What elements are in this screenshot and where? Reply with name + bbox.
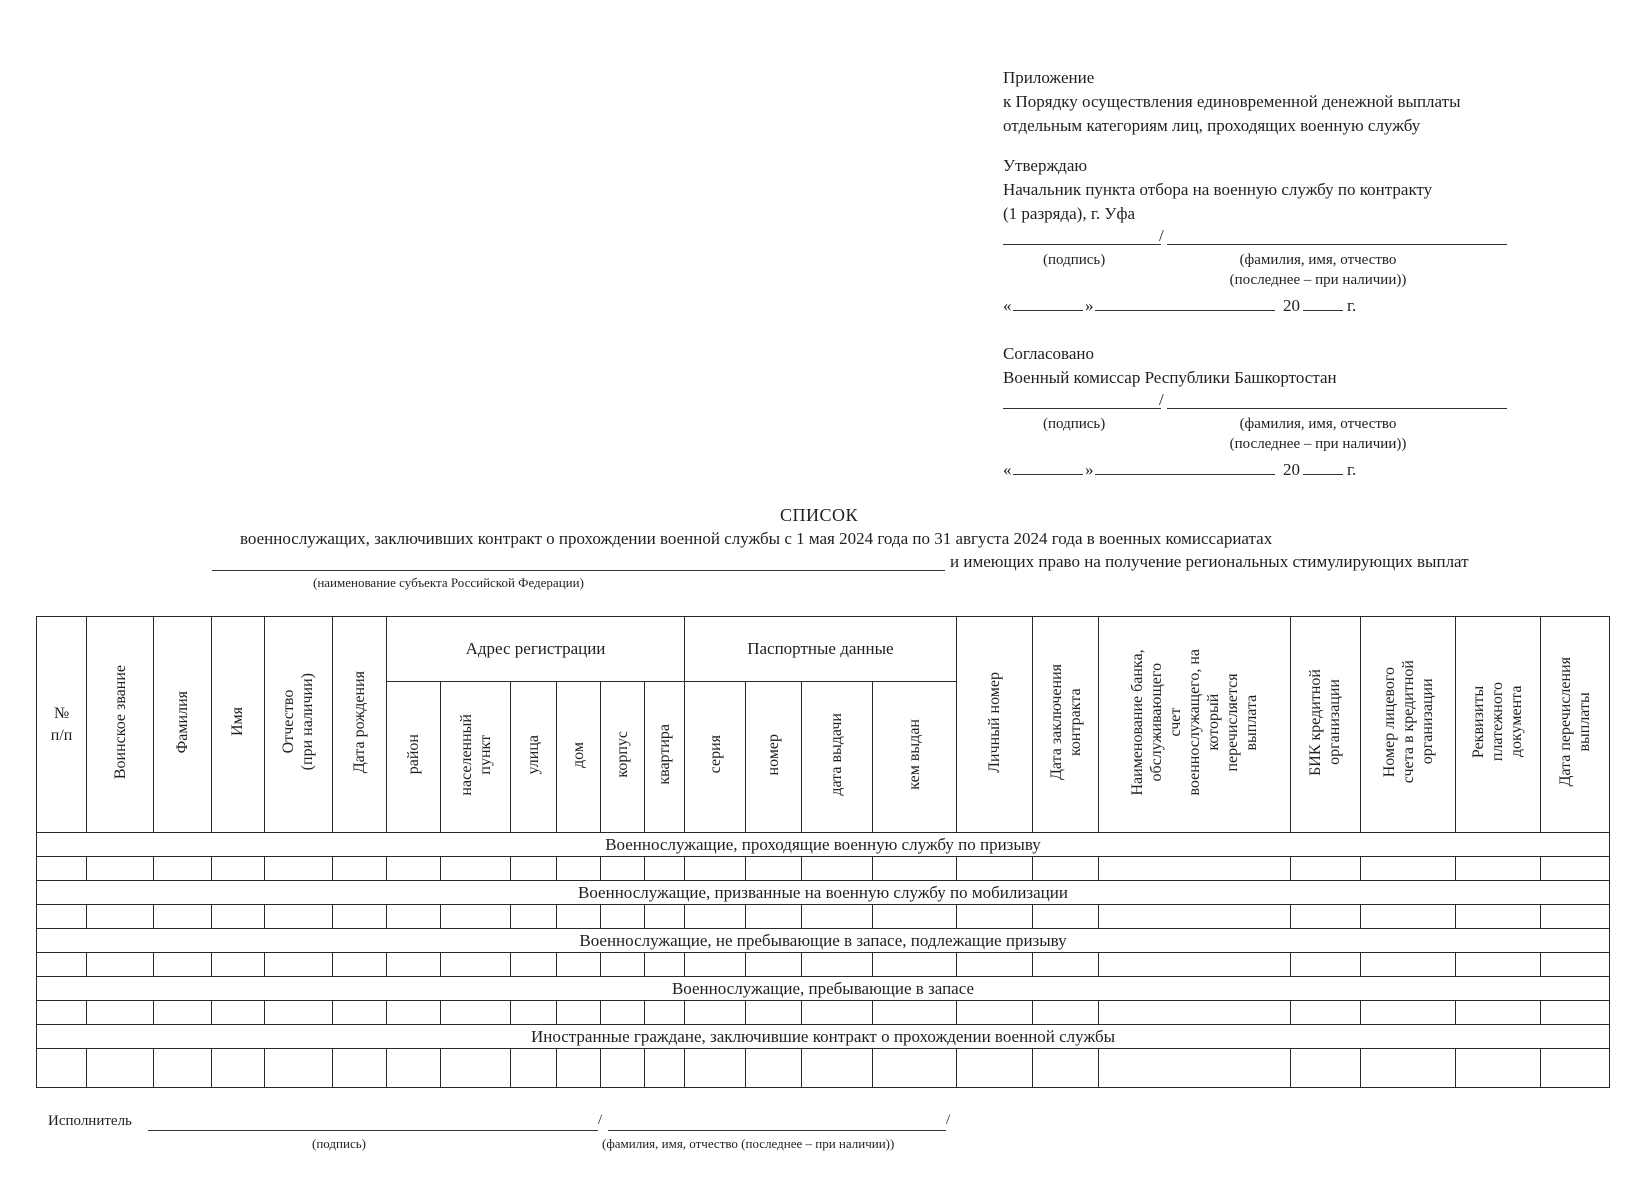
table-header-row-1 bbox=[37, 617, 1610, 682]
agreed-year-prefix: 20 bbox=[1283, 460, 1300, 479]
col-rank bbox=[87, 617, 154, 833]
table-cell[interactable] bbox=[264, 857, 332, 881]
table-cell[interactable] bbox=[511, 1049, 556, 1088]
table-cell[interactable] bbox=[956, 953, 1032, 977]
agreed-day-line bbox=[1013, 456, 1083, 475]
section-label: Военнослужащие, пребывающие в запасе bbox=[37, 977, 1610, 1001]
table-cell[interactable] bbox=[211, 1001, 264, 1025]
agreed-fio-caption-1: (фамилия, имя, отчество bbox=[1239, 416, 1397, 432]
agreed-line-1: Военный комиссар Республики Башкортостан bbox=[1003, 368, 1337, 387]
agreed-slash: / bbox=[1159, 390, 1164, 409]
section-row bbox=[37, 833, 1610, 857]
table-cell[interactable] bbox=[511, 953, 556, 977]
table-cell[interactable] bbox=[684, 905, 745, 929]
col-flat bbox=[644, 682, 684, 833]
section-label: Военнослужащие, проходящие военную службу по призыву bbox=[37, 833, 1610, 857]
approve-fio-caption bbox=[1203, 250, 1433, 290]
col-building bbox=[600, 682, 644, 833]
subtitle-tail: и имеющих право на получение региональных стимулирующих выплат bbox=[950, 552, 1469, 571]
approve-signature-row bbox=[1003, 226, 1563, 250]
col-birth-date-label: Дата рождения bbox=[350, 670, 368, 774]
agreed-fio-line bbox=[1167, 408, 1507, 409]
col-payment-date bbox=[1540, 617, 1609, 833]
table-cell[interactable] bbox=[644, 857, 684, 881]
table-cell[interactable] bbox=[802, 1049, 872, 1088]
agreed-year-suffix: г. bbox=[1347, 460, 1357, 479]
table-cell[interactable] bbox=[1033, 1049, 1099, 1088]
table-cell[interactable] bbox=[1361, 1049, 1456, 1088]
agreed-signature-row bbox=[1003, 390, 1563, 414]
approve-date-open: « bbox=[1003, 296, 1012, 315]
executor-fio-line bbox=[608, 1130, 946, 1131]
agreed-heading: Согласовано bbox=[1003, 344, 1094, 363]
col-number-1: № bbox=[53, 704, 70, 722]
table-cell[interactable] bbox=[956, 1049, 1032, 1088]
col-flat-label: квартира bbox=[655, 724, 673, 785]
table-cell[interactable] bbox=[332, 1049, 386, 1088]
table-cell[interactable] bbox=[37, 1001, 87, 1025]
table-cell[interactable] bbox=[644, 905, 684, 929]
agreed-date-row bbox=[1003, 458, 1563, 484]
approve-year-line bbox=[1303, 292, 1343, 311]
table-cell[interactable] bbox=[746, 953, 802, 977]
col-personal-number bbox=[956, 617, 1032, 833]
approve-month-line bbox=[1095, 292, 1275, 311]
section-label: Военнослужащие, призванные на военную службу по мобилизации bbox=[37, 881, 1610, 905]
table-cell[interactable] bbox=[1456, 1001, 1540, 1025]
col-surname-label: Фамилия bbox=[173, 690, 191, 754]
table-cell[interactable] bbox=[1456, 905, 1540, 929]
table-cell[interactable] bbox=[556, 1001, 600, 1025]
table-cell[interactable] bbox=[154, 857, 211, 881]
table-cell[interactable] bbox=[387, 857, 441, 881]
agreed-fio-caption bbox=[1203, 414, 1433, 454]
table-cell[interactable] bbox=[644, 1001, 684, 1025]
appendix-line-1: к Порядку осуществления единовременной денежной выплаты bbox=[1003, 92, 1461, 111]
table-cell[interactable] bbox=[1361, 857, 1456, 881]
table-cell[interactable] bbox=[154, 1001, 211, 1025]
table-cell[interactable] bbox=[684, 857, 745, 881]
table-cell[interactable] bbox=[332, 857, 386, 881]
table-cell[interactable] bbox=[746, 905, 802, 929]
table-row bbox=[37, 1049, 1610, 1088]
table-cell[interactable] bbox=[1033, 905, 1099, 929]
table-cell[interactable] bbox=[1456, 953, 1540, 977]
table-cell[interactable] bbox=[956, 1001, 1032, 1025]
table-cell[interactable] bbox=[441, 857, 511, 881]
table-cell[interactable] bbox=[1290, 857, 1360, 881]
col-passport-series bbox=[684, 682, 745, 833]
appendix-line-2: отдельным категориям лиц, проходящих военную службу bbox=[1003, 116, 1421, 135]
table-cell[interactable] bbox=[441, 905, 511, 929]
table-cell[interactable] bbox=[441, 953, 511, 977]
table-cell[interactable] bbox=[684, 1049, 745, 1088]
table-body bbox=[37, 833, 1610, 1088]
col-rank-label: Воинское звание bbox=[111, 664, 129, 780]
table-cell[interactable] bbox=[1290, 953, 1360, 977]
executor-signature-line bbox=[148, 1130, 598, 1131]
section-row bbox=[37, 881, 1610, 905]
col-birth-date bbox=[332, 617, 386, 833]
table-cell[interactable] bbox=[1099, 1001, 1291, 1025]
table-cell[interactable] bbox=[1099, 905, 1291, 929]
executor-sign-caption: (подпись) bbox=[312, 1136, 366, 1151]
table-row bbox=[37, 953, 1610, 977]
table-cell[interactable] bbox=[600, 905, 644, 929]
subject-name-line bbox=[212, 570, 945, 571]
col-bank-label: Наименование банка, обслуживающего счет военнослужащего, на который перечисляется выплата bbox=[1129, 648, 1261, 796]
approve-date-row bbox=[1003, 294, 1563, 320]
group-address: Адрес регистрации bbox=[387, 617, 685, 682]
approve-line-1: Начальник пункта отбора на военную службу по контракту bbox=[1003, 180, 1433, 199]
col-locality bbox=[441, 682, 511, 833]
table-cell[interactable] bbox=[644, 1049, 684, 1088]
col-contract-date-label: Дата заключения контракта bbox=[1047, 663, 1084, 781]
table-cell[interactable] bbox=[387, 1001, 441, 1025]
table-cell[interactable] bbox=[211, 1049, 264, 1088]
approve-heading: Утверждаю bbox=[1003, 156, 1088, 175]
col-name bbox=[211, 617, 264, 833]
table-cell[interactable] bbox=[154, 953, 211, 977]
table-cell[interactable] bbox=[802, 857, 872, 881]
col-passport-issuer-label: кем выдан bbox=[905, 719, 923, 790]
col-district bbox=[387, 682, 441, 833]
agreed-signature-line bbox=[1003, 408, 1161, 409]
personnel-table bbox=[36, 616, 1610, 1088]
table-cell[interactable] bbox=[956, 905, 1032, 929]
executor-slash-1: / bbox=[598, 1112, 603, 1128]
table-cell[interactable] bbox=[511, 1001, 556, 1025]
table-cell[interactable] bbox=[644, 953, 684, 977]
table-cell[interactable] bbox=[684, 1001, 745, 1025]
table-cell[interactable] bbox=[600, 1049, 644, 1088]
table-cell[interactable] bbox=[511, 905, 556, 929]
table-cell[interactable] bbox=[556, 857, 600, 881]
agreed-date-open: « bbox=[1003, 460, 1012, 479]
agreed-month-line bbox=[1095, 456, 1275, 475]
col-passport-date bbox=[802, 682, 872, 833]
agreed-date-close: » bbox=[1085, 460, 1094, 479]
document-subtitle: военнослужащих, заключивших контракт о прохождении военной службы с 1 мая 2024 года по 31 августа 2024 года в военных комиссариатах bbox=[240, 529, 1273, 548]
group-passport: Паспортные данные bbox=[684, 617, 956, 682]
col-house bbox=[556, 682, 600, 833]
table-cell[interactable] bbox=[746, 857, 802, 881]
col-account bbox=[1361, 617, 1456, 833]
table-cell[interactable] bbox=[264, 1001, 332, 1025]
table-cell[interactable] bbox=[746, 1001, 802, 1025]
table-cell[interactable] bbox=[600, 953, 644, 977]
subject-caption: (наименование субъекта Российской Федерации) bbox=[313, 575, 584, 590]
section-row bbox=[37, 929, 1610, 953]
col-payment-doc-label: Реквизиты платежного документа bbox=[1470, 682, 1526, 762]
table-cell[interactable] bbox=[1099, 953, 1291, 977]
table-cell[interactable] bbox=[387, 905, 441, 929]
table-cell[interactable] bbox=[1540, 1049, 1609, 1088]
table-cell[interactable] bbox=[1540, 857, 1609, 881]
table-cell[interactable] bbox=[802, 953, 872, 977]
approve-fio-line bbox=[1167, 244, 1507, 245]
col-personal-number-label: Личный номер bbox=[985, 671, 1003, 773]
table-cell[interactable] bbox=[441, 1001, 511, 1025]
table-cell[interactable] bbox=[600, 1001, 644, 1025]
table-cell[interactable] bbox=[684, 953, 745, 977]
table-cell[interactable] bbox=[872, 953, 956, 977]
col-passport-date-label: дата выдачи bbox=[828, 713, 846, 796]
table-cell[interactable] bbox=[556, 953, 600, 977]
table-cell[interactable] bbox=[1290, 905, 1360, 929]
table-cell[interactable] bbox=[511, 857, 556, 881]
table-cell[interactable] bbox=[37, 857, 87, 881]
col-contract-date bbox=[1033, 617, 1099, 833]
col-passport-issuer bbox=[872, 682, 956, 833]
table-cell[interactable] bbox=[600, 857, 644, 881]
table-cell[interactable] bbox=[87, 953, 154, 977]
col-name-label: Имя bbox=[229, 707, 247, 737]
col-account-label: Номер лицевого счета в кредитной организации bbox=[1380, 660, 1436, 784]
approve-line-2: (1 разряда), г. Уфа bbox=[1003, 204, 1135, 223]
table-cell[interactable] bbox=[37, 953, 87, 977]
col-passport-number-label: номер bbox=[765, 733, 783, 776]
col-number-2: п/п bbox=[50, 726, 73, 744]
table-cell[interactable] bbox=[264, 905, 332, 929]
table-cell[interactable] bbox=[556, 1049, 600, 1088]
executor-slash-2: / bbox=[946, 1112, 951, 1128]
table-cell[interactable] bbox=[332, 953, 386, 977]
col-bik bbox=[1290, 617, 1360, 833]
table-cell[interactable] bbox=[387, 1049, 441, 1088]
table-cell[interactable] bbox=[87, 905, 154, 929]
table-cell[interactable] bbox=[211, 953, 264, 977]
col-passport-series-label: серия bbox=[706, 735, 724, 774]
col-street-label: улица bbox=[524, 734, 542, 775]
col-street bbox=[511, 682, 556, 833]
table-cell[interactable] bbox=[441, 1049, 511, 1088]
table-cell[interactable] bbox=[872, 1001, 956, 1025]
table-cell[interactable] bbox=[1033, 1001, 1099, 1025]
table-cell[interactable] bbox=[332, 1001, 386, 1025]
table-cell[interactable] bbox=[956, 857, 1032, 881]
col-patronymic-label: Отчество (при наличии) bbox=[280, 673, 317, 771]
table-cell[interactable] bbox=[264, 953, 332, 977]
approve-caption-row bbox=[1003, 250, 1563, 294]
approve-slash: / bbox=[1159, 226, 1164, 245]
table-row bbox=[37, 857, 1610, 881]
approval-block bbox=[1003, 66, 1563, 484]
section-label: Иностранные граждане, заключившие контракт о прохождении военной службы bbox=[37, 1025, 1610, 1049]
section-row bbox=[37, 977, 1610, 1001]
table-row bbox=[37, 1001, 1610, 1025]
col-bik-label: БИК кредитной организации bbox=[1307, 668, 1344, 776]
table-cell[interactable] bbox=[211, 905, 264, 929]
executor-fio-caption: (фамилия, имя, отчество (последнее – при наличии)) bbox=[602, 1136, 895, 1151]
agreed-sign-caption: (подпись) bbox=[1043, 416, 1106, 432]
col-district-label: район bbox=[405, 734, 423, 775]
table-cell[interactable] bbox=[87, 857, 154, 881]
approve-signature-line bbox=[1003, 244, 1161, 245]
col-number bbox=[37, 617, 87, 833]
table-cell[interactable] bbox=[1361, 1001, 1456, 1025]
table-cell[interactable] bbox=[87, 1049, 154, 1088]
table-cell[interactable] bbox=[872, 905, 956, 929]
table-cell[interactable] bbox=[1033, 953, 1099, 977]
agreed-caption-row bbox=[1003, 414, 1563, 458]
table-cell[interactable] bbox=[1456, 1049, 1540, 1088]
approve-fio-caption-2: (последнее – при наличии)) bbox=[1229, 272, 1407, 288]
col-locality-label: населенный пункт bbox=[457, 713, 494, 796]
col-bank bbox=[1099, 617, 1291, 833]
section-row bbox=[37, 1025, 1610, 1049]
table-cell[interactable] bbox=[1099, 1049, 1291, 1088]
col-patronymic bbox=[264, 617, 332, 833]
table-cell[interactable] bbox=[1456, 857, 1540, 881]
table-cell[interactable] bbox=[154, 905, 211, 929]
table-cell[interactable] bbox=[872, 1049, 956, 1088]
document-title: СПИСОК bbox=[779, 505, 858, 525]
approve-year-prefix: 20 bbox=[1283, 296, 1300, 315]
table-cell[interactable] bbox=[1540, 1001, 1609, 1025]
table-cell[interactable] bbox=[332, 905, 386, 929]
table-cell[interactable] bbox=[746, 1049, 802, 1088]
approve-year-suffix: г. bbox=[1347, 296, 1357, 315]
table-cell[interactable] bbox=[264, 1049, 332, 1088]
table-cell[interactable] bbox=[1361, 905, 1456, 929]
col-payment-date-label: Дата перечисления выплаты bbox=[1556, 657, 1593, 787]
table-cell[interactable] bbox=[37, 1049, 87, 1088]
col-building-label: корпус bbox=[613, 731, 631, 778]
approve-fio-caption-1: (фамилия, имя, отчество bbox=[1239, 252, 1397, 268]
agreed-year-line bbox=[1303, 456, 1343, 475]
appendix-heading: Приложение bbox=[1003, 68, 1095, 87]
table-cell[interactable] bbox=[1540, 953, 1609, 977]
table-cell[interactable] bbox=[1290, 1001, 1360, 1025]
approve-date-close: » bbox=[1085, 296, 1094, 315]
table-cell[interactable] bbox=[387, 953, 441, 977]
approve-sign-caption: (подпись) bbox=[1043, 252, 1106, 268]
table-cell[interactable] bbox=[1099, 857, 1291, 881]
table-cell[interactable] bbox=[87, 1001, 154, 1025]
table-cell[interactable] bbox=[872, 857, 956, 881]
section-label: Военнослужащие, не пребывающие в запасе, подлежащие призыву bbox=[37, 929, 1610, 953]
table-cell[interactable] bbox=[802, 1001, 872, 1025]
table-cell[interactable] bbox=[1290, 1049, 1360, 1088]
table-cell[interactable] bbox=[37, 905, 87, 929]
table-row bbox=[37, 905, 1610, 929]
table-cell[interactable] bbox=[154, 1049, 211, 1088]
col-house-label: дом bbox=[569, 741, 587, 768]
table-cell[interactable] bbox=[1033, 857, 1099, 881]
table-cell[interactable] bbox=[556, 905, 600, 929]
executor-label: Исполнитель bbox=[48, 1113, 132, 1129]
table-cell[interactable] bbox=[802, 905, 872, 929]
agreed-fio-caption-2: (последнее – при наличии)) bbox=[1229, 436, 1407, 452]
table-cell[interactable] bbox=[1540, 905, 1609, 929]
table-cell[interactable] bbox=[1361, 953, 1456, 977]
col-surname bbox=[154, 617, 211, 833]
approve-day-line bbox=[1013, 292, 1083, 311]
col-payment-doc bbox=[1456, 617, 1540, 833]
table-cell[interactable] bbox=[211, 857, 264, 881]
col-passport-number bbox=[746, 682, 802, 833]
